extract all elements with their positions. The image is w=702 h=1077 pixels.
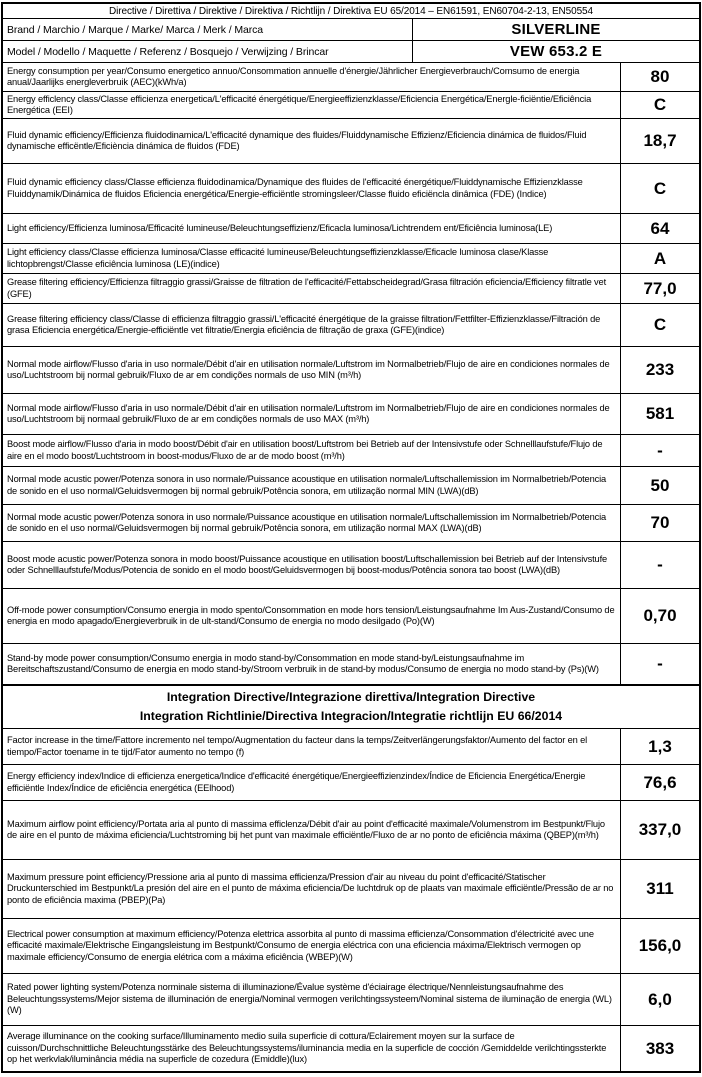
brand-label: Brand / Marchio / Marque / Marke/ Marca / Merk / Marca (7, 23, 264, 36)
model-row (3, 40, 699, 62)
row-value: - (620, 542, 699, 588)
table-row-time-factor (3, 728, 699, 764)
row-label: Rated power lighting system/Potenza norminale sistema di illuminazione/Évalue système d'éciairage électrique/Nennleistungsaufnahme des Beleuchtungssystems/Mejor sistema de illuminación de energia/Nominal vermogen verilchtingssysteem/Nominal sistema de iluminação de energia (WL)(W) (7, 982, 612, 1016)
row-value: 311 (620, 860, 699, 918)
row-value: C (620, 164, 699, 213)
row-label: Factor increase in the time/Fattore incremento nel tempo/Augmentation du facteur dans la temps/Zeitverlängerungsfaktor/Aumento del factor en el tiempo/Factor toename in te tijd/Fator aumento no tempo (f) (7, 735, 588, 757)
row-value: 6,0 (620, 974, 699, 1025)
integration-title-line1: Integration Directive/Integrazione direttiva/Integration Directive (166, 690, 536, 704)
row-label: Grease filtering efficiency class/Classe di efficienza filtraggio grassi/L'efficacité énergétique de la graisse filtration/Fettfilter-Effizienzklasse/Filtración de grasa Eficiencia energética/Energie-efficiëntle vet filtratie/Energia eficiência de filtração de graxa (GFE)(indice) (7, 313, 601, 335)
row-label: Stand-by mode power consumption/Consumo energia in modo stand-by/Consommation en mode stand-by/Leistungsaufnahme im Bereitschaftszustand/Consumo de energia en modo stand-by/Stroom verbruik in de stand-by modus/Consumo de energia no modo stand-by (Ps)(W) (7, 652, 599, 674)
integration-title-line2: Integration Richtlinie/Directiva Integracion/Integratie richtlijn EU 66/2014 (139, 709, 563, 723)
row-label: Maximum airflow point efficiency/Portata aria al punto di massima efficlenza/Débit d'air au point d'efficacité maximale/Volumenstrom im Bestpunkt/Flujo de aire en el punto de máxima eficiencia/Luchtstroming bij het punt van maximale efficiëntle/Fluxo de ar no ponto de eficiência máxima (QBEP)(m³/h) (7, 818, 605, 840)
row-value: 156,0 (620, 919, 699, 973)
row-value: C (620, 304, 699, 346)
row-value: - (620, 644, 699, 684)
table-row-fluid-dynamic-class (3, 163, 699, 213)
table-row-grease-class (3, 303, 699, 346)
directive-header: Directive / Direttiva / Direktive / Direktiva / Richtlijn / Direktiva EU 65/2014 – EN61591, EN60704-2-13, EN50554 (109, 5, 593, 17)
row-label: Fluid dynamic efficiency class/Classe efficienza fluidodinamica/Dynamique des fluides de l'efficacité énergétique/Fluiddynamische Effizienzklasse Fluiddynamik/Dinámica de fluidos Eficiencia energética/Energie-efficiëntle stromingsleer/Classe fluido eficiëncla dinâmica (FDE) (Indice) (7, 177, 583, 199)
row-label: Energy consumption per year/Consumo energetico annuo/Consommation annuelle d'énergie/Jährlicher Energieverbrauch/Comsumo de energia anual/Jaarlijks energleverbruik (AEC)(kWh/a) (7, 65, 580, 87)
row-label: Light efficiency/Efficienza luminosa/Efficacité lumineuse/Beleuchtungseffizienz/Eficacla luminosa/Lichtrendem ent/Eficiência luminosa(LE) (7, 222, 553, 233)
table-row-airflow-min (3, 346, 699, 393)
row-label: Normal mode acustic power/Potenza sonora in uso normale/Puissance acoustique en utilisation normale/Luftschallemission im Normalbetrieb/Potencia de sonido en el uso normal/Geluidsvermogen bij normal gebruik/Potência sonora, em utilização normal MAX (LWA)(dB) (7, 511, 607, 533)
table-row-acoustic-min (3, 466, 699, 504)
row-label: Average illuminance on the cooking surface/Illuminamento medio suila superficie di cottura/Eclairement moyen sur la surface de cuisson/Durchschnittliche Beleuchtungsstärke des Beleuchtungssystems/iluminancia media en la superficle de cocción /Gemiddelde verilchtingssterkte op het werkvlak/iluminância média na superficle de cozedura (Emiddle)(lux) (7, 1031, 607, 1065)
row-label: Maximum pressure point efficiency/Pressione aria al punto di massima efficienza/Pression d'air au niveau du point d'efficacité/Statischer Druckunterschied im Bestpunkt/La presión del aire en el punto de máxima eficiencia/De luchtdruk op de plaats van maximale efficiëntle/Pressão de ar no ponto de eficiência maxima (PBEP)(Pa) (7, 871, 614, 905)
row-label: Normal mode airflow/Flusso d'aria in uso normale/Débit d'air en utilisation normale/Luftstrom im Normalbetrieb/Flujo de aire en condiciones normales de uso/Luchtstroom bij normaal gebruik/Fluxo de ar em condições normals de uso MAX (m³/h) (7, 402, 610, 424)
table-row-average-illuminance (3, 1025, 699, 1071)
table-row-grease-efficiency (3, 273, 699, 303)
row-label: Normal mode acustic power/Potenza sonora in uso normale/Puissance acoustique en utilisation normale/Luftschallemission im Normalbetrieb/Potencia de sonido en el uso normal/Geluidsvermogen bij normal gebruik/Potência sonora, em utilização normal MIN (LWA)(dB) (7, 474, 607, 496)
table-row-max-pressure-point (3, 859, 699, 918)
row-label: Boost mode airflow/Flusso d'aria in modo boost/Débit d'air en utilisation boost/Luftstrom bei Betrieb auf der Intensivstufe oder Schnelllaufstufe/Flujo de aire en el modo boost/Luchtstroom in boost-modus/Fluxo de ar de modo boost (m³/h) (7, 439, 603, 461)
row-value: 337,0 (620, 801, 699, 859)
table-row-light-class (3, 243, 699, 273)
row-value: 80 (620, 63, 699, 91)
row-label: Energy efficlency class/Classe efficienza energetica/L'efficacité énergétique/Energieeffizienzklasse/Eficiencia Energética/Energle-ficiëntie/Eficiência Energética (EEI) (7, 93, 592, 115)
row-value: 0,70 (620, 589, 699, 643)
table-row-electrical-power (3, 918, 699, 973)
row-value: 1,3 (620, 729, 699, 764)
table-row-rated-lighting-power (3, 973, 699, 1025)
table-row-light-efficiency (3, 213, 699, 243)
row-value: A (620, 244, 699, 273)
table-row-energy-index (3, 764, 699, 800)
row-label: Fluid dynamic efficiency/Efficienza fluidodinamica/L'efficacité dynamique des fluides/Fluiddynamische Effizienz/Eficiencia dinámica de fluidos/Fluid dynamische efficëntle/Eficiència dinámica de fluidos (FDE) (7, 129, 587, 151)
table-row-boost-acoustic (3, 541, 699, 588)
table-row-fluid-dynamic-efficiency (3, 118, 699, 163)
row-label: Boost mode acustic power/Potenza sonora in modo boost/Puissance acoustique en utilisation boost/Luftschallemission bei Betrieb auf der Intensivstufe oder Schnelllaufstufe/Modus/Potencia de sonido en el modo boost/Geluidsvermogen bij boost-modus/Potência sonora tao boost (LWA)(dB) (7, 553, 608, 575)
row-value: 233 (620, 347, 699, 393)
row-value: 64 (620, 214, 699, 243)
row-value: 50 (620, 467, 699, 504)
table-row-standby-power (3, 643, 699, 684)
integration-directive-header (3, 684, 699, 728)
row-value: 18,7 (620, 119, 699, 163)
row-value: 77,0 (620, 274, 699, 303)
row-value: 383 (620, 1026, 699, 1071)
brand-value: SILVERLINE (412, 19, 699, 40)
row-label: Light efficiency class/Classe efficienza luminosa/Classe efficacité lumineuse/Beleuchtungseffizienzklasse/Eficacle luminosa clase/Klasse lichtopbrengst/Classe eficiência luminosa (LE)(indice) (7, 247, 549, 269)
row-label: Normal mode airflow/Flusso d'aria in uso normale/Débit d'air en utilisation normale/Luftstrom im Normalbetrieb/Flujo de aire en condiciones normales de uso/Luchtstroom bij normal gebruik/Fluxo de ar em condições normals de uso MIN (m³/h) (7, 358, 610, 380)
table-row-energy-class (3, 91, 699, 118)
row-label: Electrical power consumption at maximum efficiency/Potenza elettrica assorbita al punto di massima efficienza/Consommation d'électricité avec une efficacité maximale/Elektrische Eingangsleistung im Bestpunkt/Consumo de energia eléctrica con una eficiencia máxima/Elektrisch vermogen op maximale efficiency/Consumo de energia elétrica com a máxima eficiência (WBEP)(W) (7, 928, 594, 962)
row-label: Grease filtering efficiency/Efficienza filtraggio grassi/Graisse de filtration de l'efficacité/Fettabscheidegrad/Grasa filtración eficiencia/Efficiency filtratle vet (GFE) (7, 277, 607, 299)
row-label: Energy efficiency index/Indice di efficienza energetica/Indice d'efficacité énergétique/Energieeffizienzindex/Índice de Eficiencia Energética/Energie efficiëntle Index/Índice de eficiência energética (EElhood) (7, 771, 586, 793)
model-label: Model / Modello / Maquette / Referenz / Bosquejo / Verwijzing / Brincar (7, 45, 329, 58)
row-value: C (620, 92, 699, 118)
row-value: - (620, 435, 699, 466)
table-row-max-airflow-point (3, 800, 699, 859)
table-row-airflow-max (3, 393, 699, 434)
model-value: VEW 653.2 E (412, 41, 699, 62)
table-row-boost-airflow (3, 434, 699, 466)
row-value: 76,6 (620, 765, 699, 800)
table-row-energy-consumption (3, 62, 699, 91)
row-label: Off-mode power consumption/Consumo energia in modo spento/Consommation en mode hors tension/Leistungsaufnahme Im Aus-Zustand/Consumo de energia en modo apagado/Energieverbruik in de ult-stand/Consumo de energia no modo desilgado (Po)(W) (7, 604, 615, 626)
table-row-off-mode-power (3, 588, 699, 643)
table-row-acoustic-max (3, 504, 699, 541)
product-fiche-table (1, 2, 701, 1073)
row-value: 70 (620, 505, 699, 541)
brand-row (3, 18, 699, 40)
row-value: 581 (620, 394, 699, 434)
